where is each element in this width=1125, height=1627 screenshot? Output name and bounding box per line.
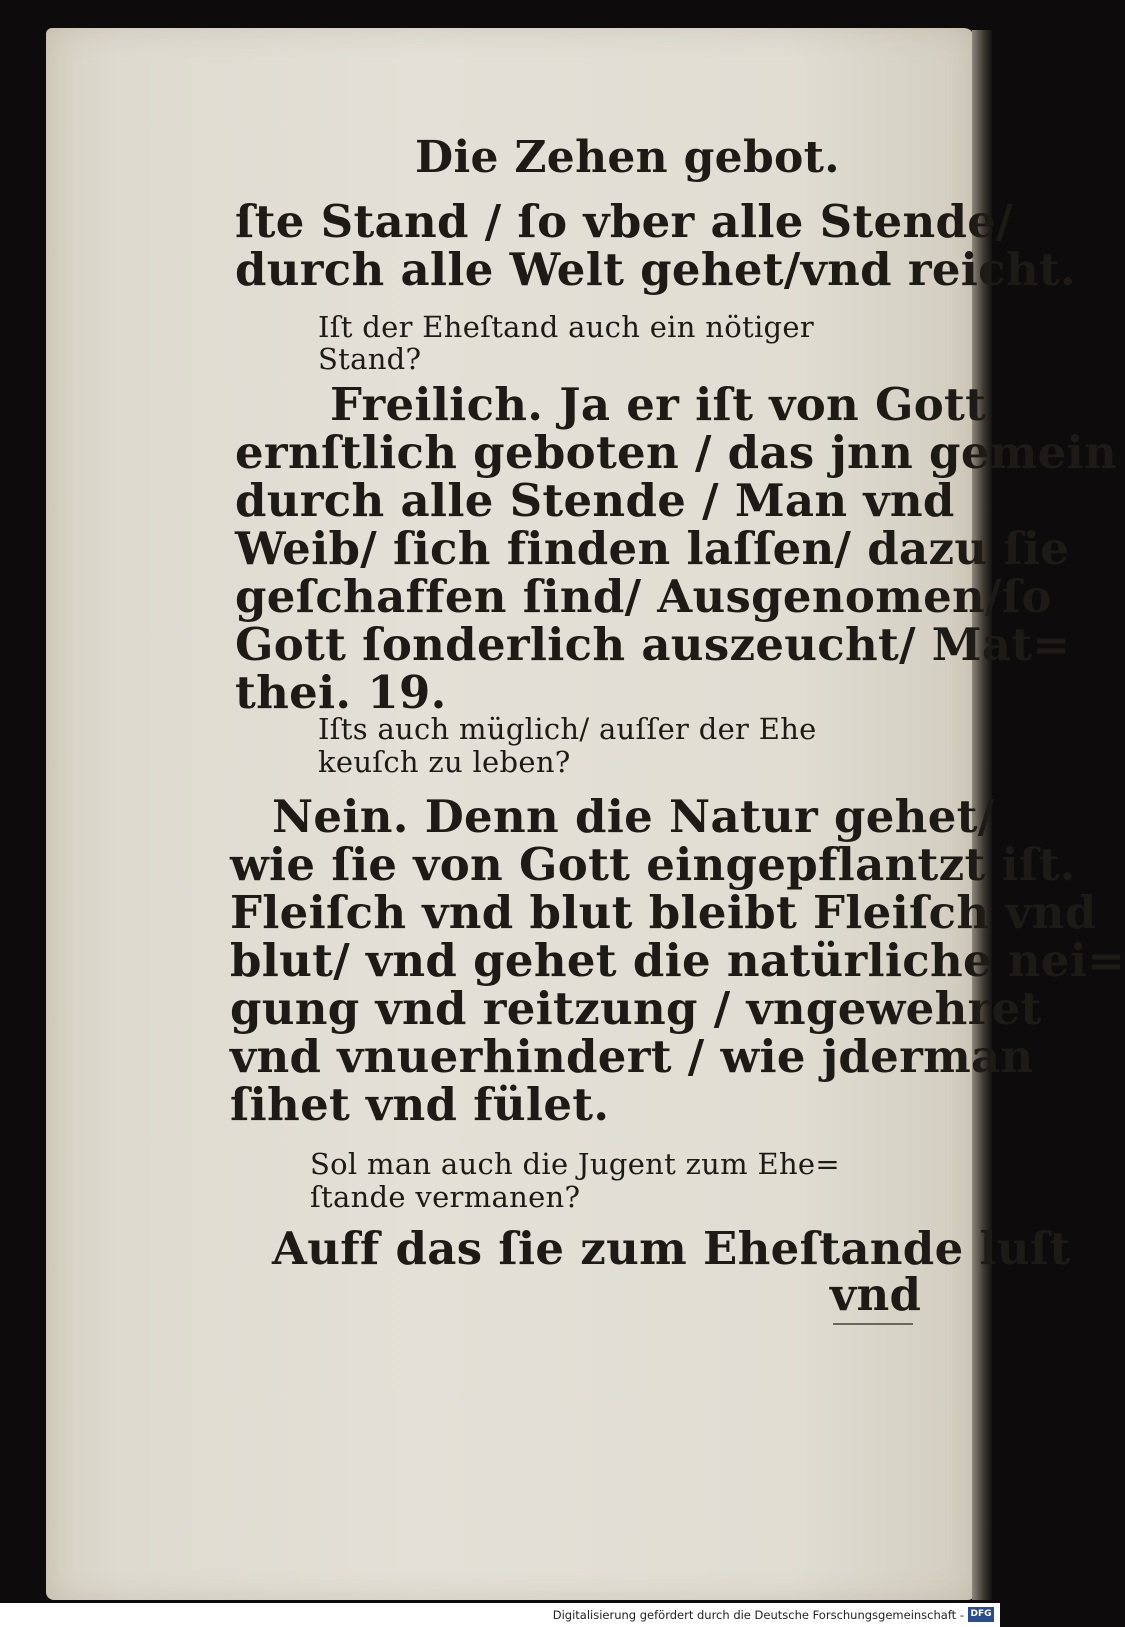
text-line: Fleiſch vnd blut bleibt Fleiſch vnd: [230, 886, 1097, 939]
question-line: Iſt der Eheſtand auch ein nötiger: [318, 310, 815, 344]
text-line: durch alle Stende / Man vnd: [235, 474, 955, 527]
text-line: ernſtlich geboten / das jnn gemein: [235, 426, 1118, 479]
running-header: Die Zehen gebot.: [415, 132, 840, 183]
question-line: keuſch zu leben?: [318, 745, 571, 779]
text-line: Nein. Denn die Natur gehet/: [272, 790, 995, 843]
text-line: ſte Stand / ſo vber alle Stende/: [235, 195, 1013, 248]
text-line: Weib/ ſich finden laſſen/ dazu ſie: [235, 522, 1070, 575]
text-line: Freilich. Ja er iſt von Gott: [330, 378, 987, 431]
question-line: Stand?: [318, 342, 422, 376]
text-line: ſihet vnd fület.: [230, 1078, 610, 1131]
footer-credit: Digitalisierung gefördert durch die Deutsche Forschungsgemeinschaft -: [552, 1608, 964, 1622]
text-line: Auff das ſie zum Eheſtande luſt: [272, 1222, 1071, 1275]
question-line: Sol man auch die Jugent zum Ehe=: [310, 1147, 840, 1181]
text-line: thei. 19.: [235, 666, 447, 719]
catchword: vnd: [830, 1268, 922, 1321]
catchword-rule: [833, 1323, 913, 1325]
text-line: vnd vnuerhindert / wie jderman: [230, 1030, 1034, 1083]
text-line: gung vnd reitzung / vngewehret: [230, 982, 1042, 1035]
text-line: blut/ vnd gehet die natürliche nei=: [230, 934, 1125, 987]
question-line: Iſts auch müglich/ auſſer der Ehe: [318, 712, 817, 746]
dfg-logo: DFG: [968, 1607, 994, 1622]
question-line: ſtande vermanen?: [310, 1180, 581, 1214]
text-line: Gott ſonderlich auszeucht/ Mat=: [235, 618, 1071, 671]
footer-bar: [0, 1603, 1000, 1627]
text-line: durch alle Welt gehet/vnd reicht.: [235, 243, 1076, 296]
text-line: wie ſie von Gott eingepflantzt iſt.: [230, 838, 1076, 891]
text-line: geſchaffen ſind/ Ausgenomen/ſo: [235, 570, 1052, 623]
